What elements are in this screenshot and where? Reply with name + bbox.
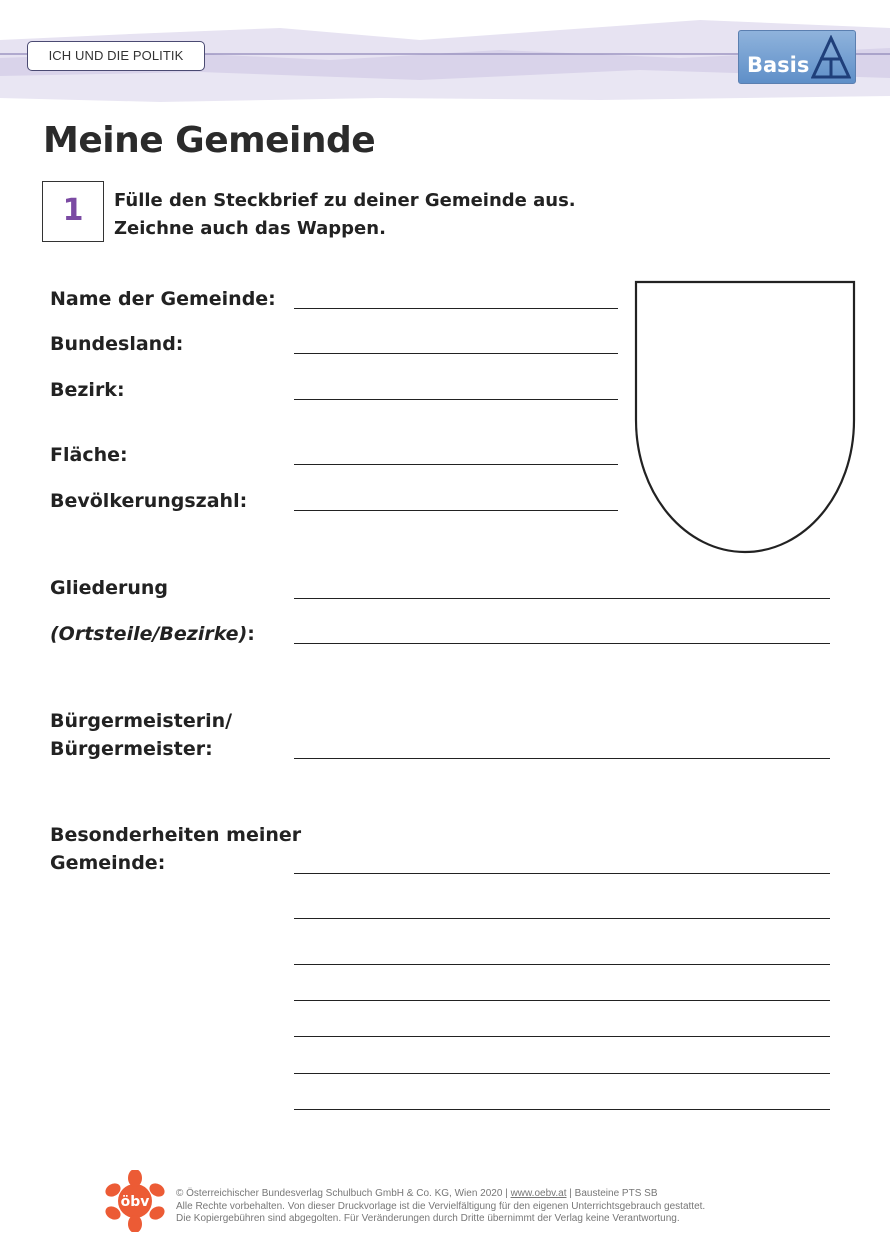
district-answer-line[interactable]	[294, 399, 618, 400]
features-answer-line-3[interactable]	[294, 964, 830, 965]
task-number: 1	[42, 181, 104, 242]
instruction-line-2: Zeichne auch das Wappen.	[114, 218, 386, 239]
task-instruction	[114, 187, 576, 243]
footer-line-2: Alle Rechte vorbehalten. Von dieser Druckvorlage ist die Vervielfältigung für den eigenen Unterrichtsgebrauch gestattet.	[176, 1200, 706, 1212]
state-label: Bundesland:	[50, 333, 184, 355]
features-label-line-1: Besonderheiten meiner	[50, 824, 302, 846]
basis-triangle-icon	[811, 35, 851, 79]
oebv-logo	[104, 1170, 166, 1232]
features-answer-line-4[interactable]	[294, 1000, 830, 1001]
page-title: Meine Gemeinde	[43, 120, 376, 161]
structure-sub-label-colon: :	[247, 623, 255, 645]
name-label: Name der Gemeinde:	[50, 288, 276, 310]
coat-of-arms-shield[interactable]	[634, 280, 858, 556]
features-answer-line-7[interactable]	[294, 1109, 830, 1110]
structure-answer-line-2[interactable]	[294, 643, 830, 644]
oebv-logo-text: öbv	[120, 1194, 150, 1210]
area-answer-line[interactable]	[294, 464, 618, 465]
population-answer-line[interactable]	[294, 510, 618, 511]
mayor-label-line-2: Bürgermeister:	[50, 738, 213, 760]
district-label: Bezirk:	[50, 379, 125, 401]
structure-sub-label-text: (Ortsteile/Bezirke)	[50, 623, 248, 645]
name-answer-line[interactable]	[294, 308, 618, 309]
features-answer-line-5[interactable]	[294, 1036, 830, 1037]
footer-line-1-prefix: © Österreichischer Bundesverlag Schulbuch GmbH & Co. KG, Wien 2020 |	[176, 1188, 511, 1199]
area-label: Fläche:	[50, 444, 128, 466]
footer-line-1-suffix: | Bausteine PTS SB	[566, 1188, 658, 1199]
publisher-link[interactable]: www.oebv.at	[510, 1188, 567, 1199]
structure-label: Gliederung	[50, 577, 169, 599]
population-label: Bevölkerungszahl:	[50, 490, 248, 512]
footer-copyright	[176, 1188, 705, 1226]
instruction-line-1: Fülle den Steckbrief zu deiner Gemeinde aus.	[114, 190, 576, 211]
state-answer-line[interactable]	[294, 353, 618, 354]
features-label-line-2: Gemeinde:	[50, 852, 166, 874]
footer-line-3: Die Kopiergebühren sind abgegolten. Für Veränderungen durch Dritte übernimmt der Verlag keine Verantwortung.	[176, 1213, 680, 1224]
features-label	[50, 821, 301, 877]
features-answer-line-2[interactable]	[294, 918, 830, 919]
mayor-label	[50, 707, 232, 763]
features-answer-line-6[interactable]	[294, 1073, 830, 1074]
structure-answer-line-1[interactable]	[294, 598, 830, 599]
mayor-answer-line[interactable]	[294, 758, 830, 759]
basis-logo-text: Basis	[747, 53, 810, 77]
mayor-label-line-1: Bürgermeisterin/	[50, 710, 233, 732]
section-tag: ICH UND DIE POLITIK	[27, 41, 205, 71]
features-answer-line-1[interactable]	[294, 873, 830, 874]
structure-sub-label	[50, 620, 255, 648]
footer-line-1	[176, 1188, 705, 1201]
basis-logo	[738, 30, 856, 84]
